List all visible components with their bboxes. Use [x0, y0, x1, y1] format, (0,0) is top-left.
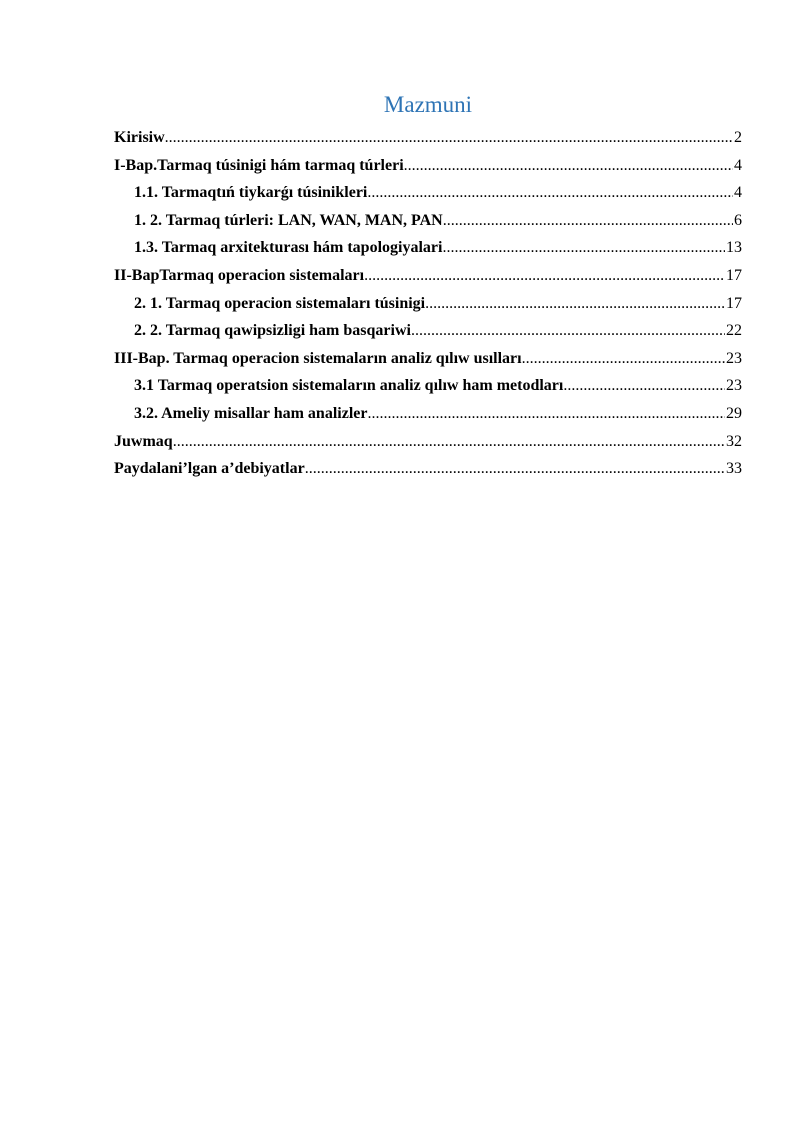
toc-entry-text: 1.3. Tarmaq arxitekturası hám tapologiyalari [134, 239, 443, 257]
table-of-contents [114, 88, 742, 483]
toc-page-number: 33 [726, 460, 742, 478]
dot-leader [165, 124, 733, 152]
toc-entry-text: Paydalani’lgan a’debiyatlar [114, 460, 305, 478]
toc-entry-bibliography[interactable] [114, 455, 742, 483]
dot-leader [364, 262, 725, 290]
toc-page-number: 23 [726, 377, 742, 395]
dot-leader [367, 400, 725, 428]
toc-entry-text: 2. 2. Tarmaq qawipsizligi ham basqariwi [134, 322, 411, 340]
toc-page-number: 4 [734, 156, 742, 174]
dot-leader [404, 152, 733, 180]
toc-entry-chapter-2[interactable] [114, 262, 742, 290]
toc-page-number: 4 [734, 184, 742, 202]
toc-entry-text: 3.1 Tarmaq operatsion sistemaların analiz qılıw ham metodları [134, 377, 564, 395]
toc-entry-section-3-2[interactable] [114, 400, 742, 428]
toc-entry-juwmaq[interactable] [114, 428, 742, 456]
dot-leader [563, 372, 725, 400]
toc-page-number: 13 [726, 239, 742, 257]
toc-entry-section-1-2[interactable] [114, 207, 742, 235]
dot-leader [425, 290, 725, 318]
dot-leader [173, 428, 725, 456]
toc-entry-text: 1. 2. Tarmaq túrleri: LAN, WAN, MAN, PAN [134, 211, 443, 229]
toc-entry-section-2-1[interactable] [114, 290, 742, 318]
toc-page-number: 22 [726, 322, 742, 340]
dot-leader [443, 207, 733, 235]
toc-entry-section-3-1[interactable] [114, 372, 742, 400]
toc-page-number: 23 [726, 349, 742, 367]
toc-page-number: 2 [734, 129, 742, 146]
toc-page-number: 32 [726, 432, 742, 450]
toc-entry-text: II-BapTarmaq operacion sistemaları [114, 266, 365, 284]
toc-entry-chapter-3[interactable] [114, 345, 742, 373]
toc-page-number: 29 [726, 404, 742, 422]
toc-entry-section-1-1[interactable] [114, 179, 742, 207]
toc-entry-text: III-Bap. Tarmaq operacion sistemaların analiz qılıw usılları [114, 349, 522, 367]
dot-leader [522, 345, 725, 373]
toc-page-number: 17 [726, 294, 742, 312]
toc-title: Mazmuni [383, 92, 473, 117]
toc-entry-text: 3.2. Ameliy misallar ham analizler [134, 404, 368, 422]
toc-entry-section-2-2[interactable] [114, 317, 742, 345]
toc-page-number: 6 [734, 211, 742, 229]
toc-entry-text: 2. 1. Tarmaq operacion sistemaları túsinigi [134, 294, 426, 312]
toc-list [114, 124, 742, 483]
toc-entry-chapter-1[interactable] [114, 152, 742, 180]
toc-page-number: 17 [726, 266, 742, 284]
toc-entry-text: 1.1. Tarmaqtıń tiykarǵı túsinikleri [134, 184, 368, 202]
dot-leader [442, 234, 725, 262]
toc-entry-text: I-Bap.Tarmaq túsinigi hám tarmaq túrleri [114, 156, 404, 174]
dot-leader [411, 317, 725, 345]
dot-leader [367, 179, 733, 207]
toc-entry-kirisiw[interactable] [114, 124, 742, 152]
toc-entry-text: Juwmaq [114, 432, 173, 450]
toc-entry-section-1-3[interactable] [114, 234, 742, 262]
toc-entry-text: Kirisiw [114, 129, 165, 146]
dot-leader [305, 455, 725, 483]
